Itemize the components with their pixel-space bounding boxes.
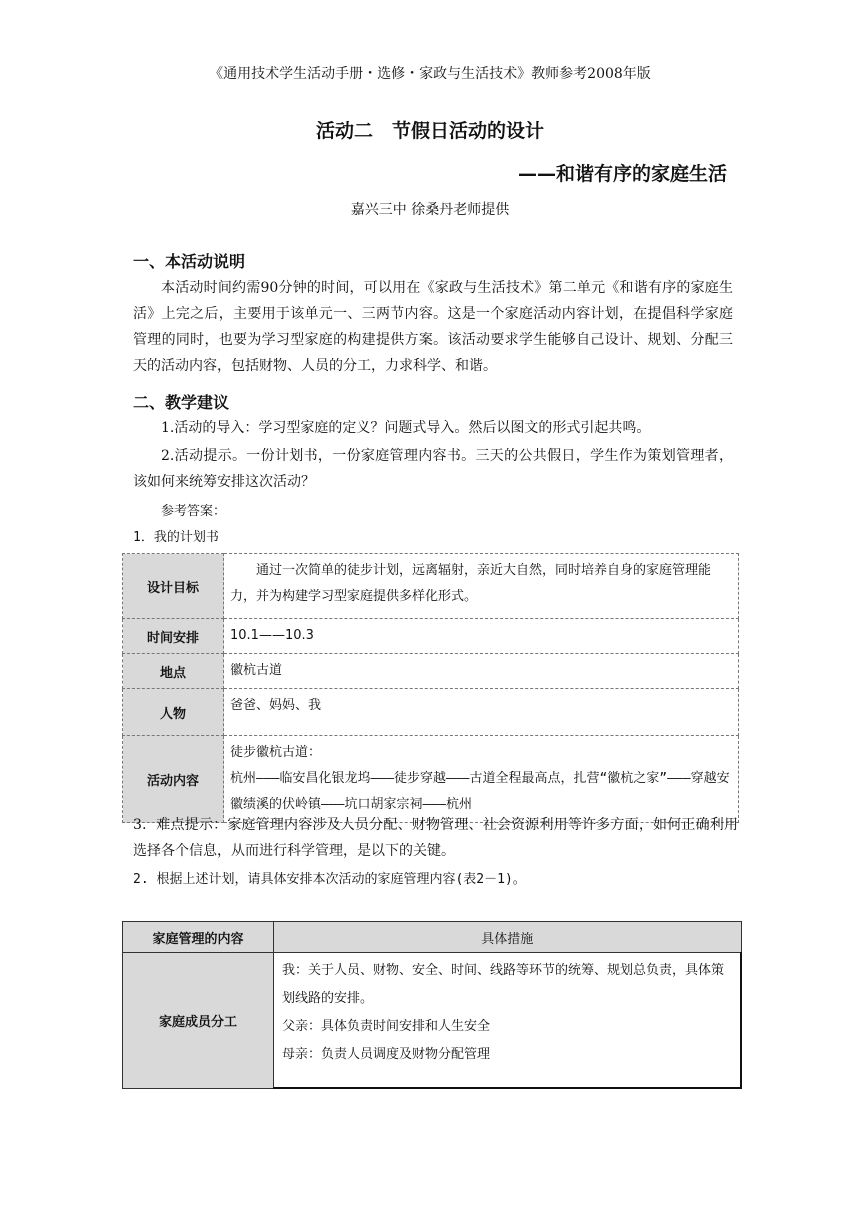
table-row (123, 922, 742, 953)
place-value: 徽杭古道 (224, 654, 739, 689)
suggestion-item-1: 1.活动的导入：学习型家庭的定义？问题式导入。然后以图文的形式引起共鸣。 (161, 420, 651, 436)
table-row (123, 619, 739, 654)
table-row (123, 654, 739, 689)
section1-heading: 一、本活动说明 (133, 252, 246, 271)
goal-value: 通过一次简单的徒步计划，远离辐射，亲近大自然，同时培养自身的家庭管理能力，并为构建学习型家庭提供多样化形式。 (224, 554, 739, 619)
duty-me: 我：关于人员、财物、安全、时间、线路等环节的统筹、规划总负责，具体策划线路的安排。 (282, 963, 725, 1006)
goal-label: 设计目标 (123, 554, 224, 619)
activity-value (224, 736, 739, 823)
management-table (122, 921, 742, 1089)
activity-label: 活动内容 (123, 736, 224, 823)
page-subtitle: ——和谐有序的家庭生活 (517, 163, 727, 185)
duty-father: 父亲：具体负责时间安排和人生安全 (282, 1019, 491, 1034)
page-title: 活动二 节假日活动的设计 (315, 120, 544, 142)
people-label: 人物 (123, 689, 224, 736)
duty-mother: 母亲：负责人员调度及财物分配管理 (282, 1047, 491, 1062)
row-label-member-division: 家庭成员分工 (123, 953, 274, 1089)
column-header-measures: 具体措施 (274, 922, 742, 953)
section1-body: 本活动时间约需90分钟的时间，可以用在《家政与生活技术》第二单元《和谐有序的家庭生活》上完之后，主要用于该单元一、三两节内容。这是一个家庭活动内容计划，在提倡科学家庭管理的同时，也要为学习型家庭的构建提供方案。该活动要求学生能够自己设计、规划、分配三天的活动内容，包括财物、人员的分工，力求科学、和谐。 (133, 280, 733, 374)
arrangement-instruction: 2. 根据上述计划，请具体安排本次活动的家庭管理内容(表2－1)。 (133, 872, 526, 887)
page-header: 《通用技术学生活动手册・选修・家政与生活技术》教师参考2008年版 (209, 66, 651, 82)
member-division-details (274, 953, 742, 1089)
section2-heading: 二、教学建议 (133, 393, 230, 412)
plan-title: 1．我的计划书 (133, 530, 219, 545)
activity-line-1: 徒步徽杭古道： (230, 745, 322, 760)
people-value: 爸爸、妈妈、我 (224, 689, 739, 736)
column-header-content: 家庭管理的内容 (123, 922, 274, 953)
time-value: 10.1——10.3 (224, 619, 739, 654)
suggestion-item-2: 2.活动提示。一份计划书，一份家庭管理内容书。三天的公共假日，学生作为策划管理者，该如何来统筹安排这次活动？ (133, 448, 733, 490)
plan-table (122, 553, 739, 823)
table-row (123, 736, 739, 823)
place-label: 地点 (123, 654, 224, 689)
difficulty-hint: 3．难点提示：家庭管理内容涉及人员分配、财物管理、社会资源利用等许多方面，如何正确利用选择各个信息，从而进行科学管理，是以下的关键。 (133, 817, 738, 859)
table-row (123, 689, 739, 736)
reference-answer-label: 参考答案： (161, 504, 227, 519)
author-credit: 嘉兴三中 徐桑丹老师提供 (350, 202, 510, 218)
activity-line-2: 杭州———临安昌化银龙坞———徒步穿越———古道全程最高点，扎营“徽杭之家”———穿越安徽绩溪的伏岭镇———坑口胡家宗祠———杭州 (230, 771, 730, 812)
table-row (123, 953, 742, 1089)
time-label: 时间安排 (123, 619, 224, 654)
table-row (123, 554, 739, 619)
